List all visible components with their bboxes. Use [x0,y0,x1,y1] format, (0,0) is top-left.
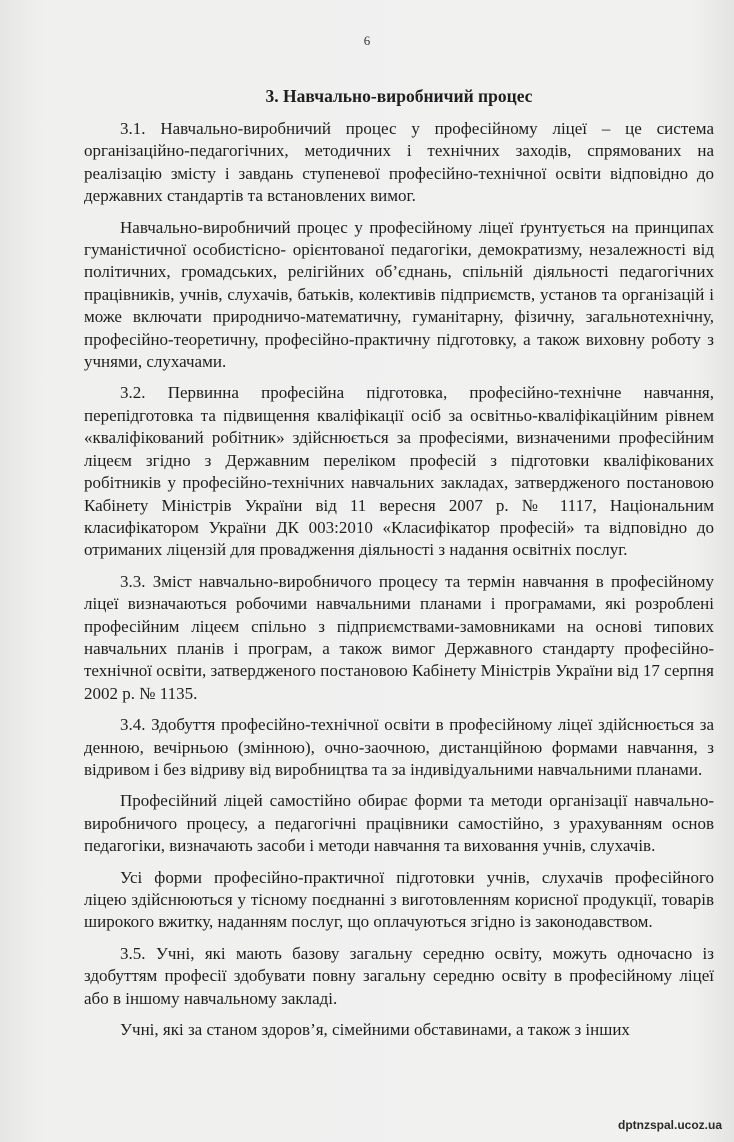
page-number: 6 [363,33,371,48]
paragraph-methods: Професійний ліцей самостійно обирає форми та методи організації навчально-виробничого процесу, а педагогічні працівники самостійно, з урахуванням основ педагогіки, визначають засоби і методи навчання та виховання учнів, слухачів. [84,791,714,856]
paragraph-3-2: 3.2. Первинна професійна підготовка, професійно-технічне навчання, перепідготовка та підвищення кваліфікації осіб за освітньо-кваліфікаційним рівнем «кваліфікований робітник» здійснюється за професіями, визначеними професійним ліцеєм згідно з Державним переліком професій з підготовки кваліфікованих робітників у професійно-технічних навчальних закладах, затвердженого постановою Кабінету Міністрів України від 11 вересня 2007 р. № 1117, Національним класифікатором України ДК 003:2010 «Класифікатор професій» та відповідно до отриманих ліцензій для провадження діяльності з надання освітніх послуг. [84,383,714,560]
document-body [84,118,714,1050]
paragraph-principles: Навчально-виробничий процес у професійному ліцеї ґрунтується на принципах гуманістичної особистісно- орієнтованої педагогіки, демократизму, незалежності від політичних, громадських, релігійних об’єднань, спільній діяльності педагогічних працівників, учнів, слухачів, батьків, колективів підприємств, установ та організацій і може включати природничо-математичну, гуманітарну, фізичну, загальнотехнічну, професійно-теоретичну, професійно-практичну підготовку, а також виховну роботу з учнями, слухачами. [84,217,714,372]
paragraph-3-3: 3.3. Зміст навчально-виробничого процесу та термін навчання в професійному ліцеї визначаються робочими навчальними планами і програмами, які розроблені професійним ліцеєм спільно з підприємствами-замовниками на основі типових навчальних планів і програм, а також вимог Державного стандарту професійно-технічної освіти, затвердженого постановою Кабінету Міністрів України від 17 серпня 2002 р. № 1135. [84,571,714,703]
paragraph-3-4: 3.4. Здобуття професійно-технічної освіти в професійному ліцеї здійснюється за денною, вечірньою (змінною), очно-заочною, дистанційною формами навчання, з відривом і без відриву від виробництва та за індивідуальними навчальними планами. [84,715,714,779]
paragraph-3-1: 3.1. Навчально-виробничий процес у професійному ліцеї – це система організаційно-педагогічних, методичних і технічних заходів, спрямованих на реалізацію змісту і завдань ступеневої професійно-технічної освіти відповідно до державних стандартів та встановлених вимог. [84,119,714,206]
site-watermark: dptnzspal.ucoz.ua [617,1118,722,1132]
paragraph-practical-training: Усі форми професійно-практичної підготовки учнів, слухачів професійного ліцею здійснюються у тісному поєднанні з виготовленням корисної продукції, товарів широкого вжитку, наданням послуг, що оплачуються згідно із законодавством. [84,867,714,932]
section-title: 3. Навчально-виробничий процес [265,86,533,106]
paragraph-continuation: Учні, які за станом здоров’я, сімейними обставинами, а також з інших [120,1020,630,1040]
paragraph-3-5: 3.5. Учні, які мають базову загальну середню освіту, можуть одночасно із здобуттям професії здобувати повну загальну середню освіту в професійному ліцеї або в іншому навчальному закладі. [84,943,714,1008]
